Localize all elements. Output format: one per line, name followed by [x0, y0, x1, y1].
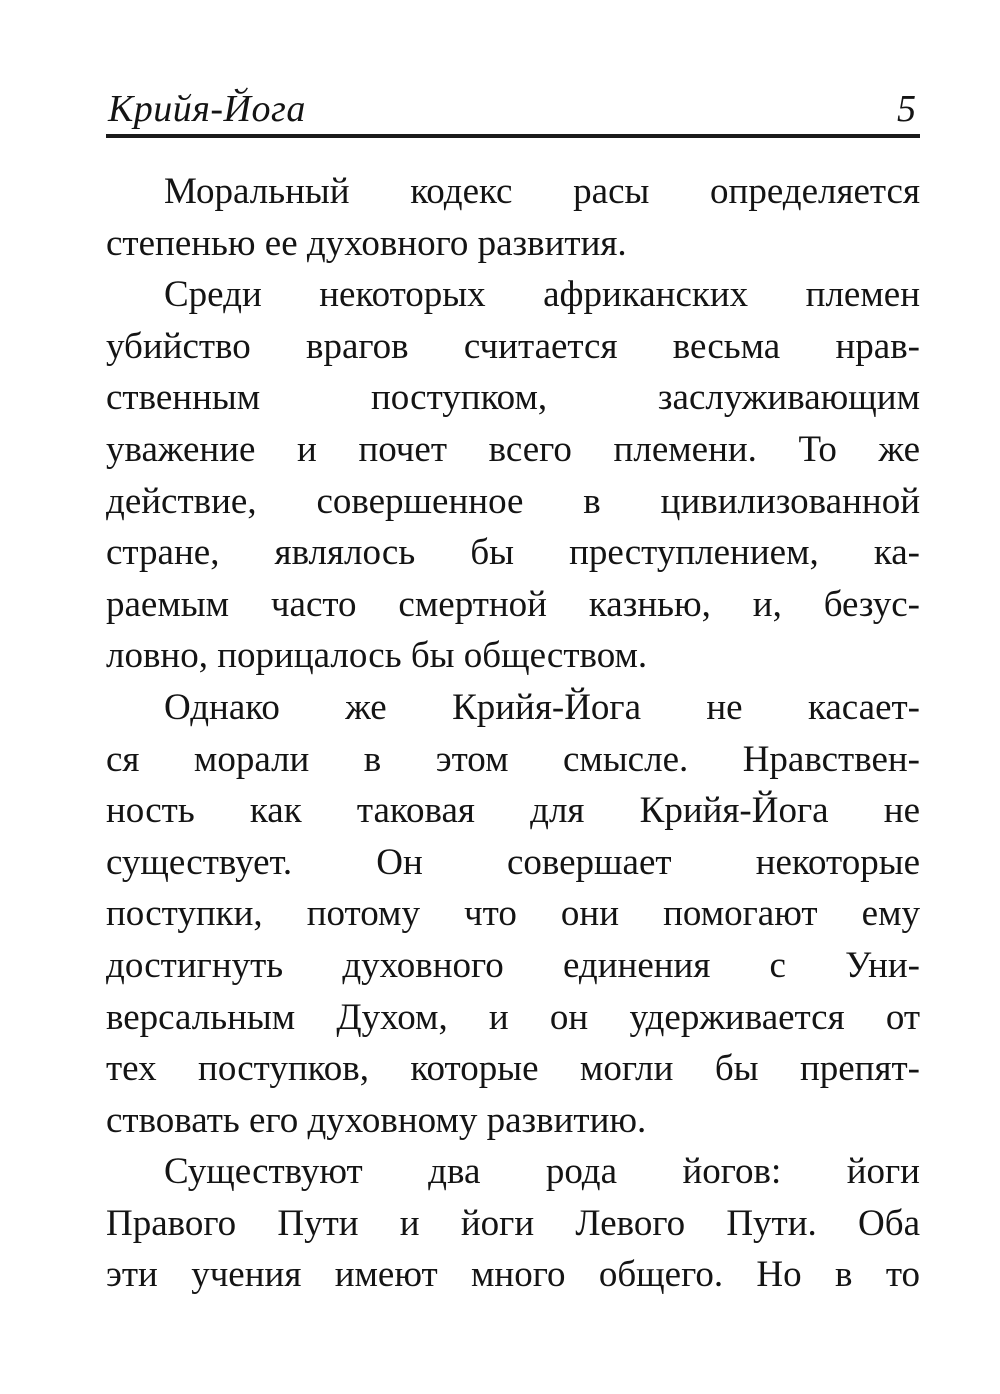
running-header — [106, 78, 920, 138]
text-line: ся морали в этом смысле. Нравствен- — [106, 738, 920, 780]
text-line: раемым часто смертной казнью, и, безус- — [106, 583, 920, 625]
text-line: уважение и почет всего племени. То же — [106, 428, 920, 470]
text-line: Среди некоторых африканских племен — [164, 274, 920, 316]
text-line: тех поступков, которые могли бы препят- — [106, 1048, 920, 1090]
text-line: действие, совершенное в цивилизованной — [106, 480, 920, 522]
running-title: Крийя-Йога — [108, 88, 306, 130]
text-line: ловно, порицалось бы обществом. — [106, 635, 648, 677]
text-line: поступки, потому что они помогают ему — [106, 893, 920, 935]
text-line: Моральный кодекс расы определяется — [164, 171, 920, 212]
text-line: Правого Пути и йоги Левого Пути. Оба — [106, 1202, 920, 1244]
text-line: ствовать его духовному развитию. — [106, 1099, 647, 1141]
text-line: версальным Духом, и он удерживается от — [106, 996, 920, 1038]
text-line: степенью ее духовного развития. — [106, 222, 627, 264]
body-text — [106, 166, 920, 1301]
text-line: стране, являлось бы преступлением, ка- — [106, 532, 920, 574]
text-line: Однако же Крийя-Йога не касает- — [164, 686, 920, 728]
text-line: эти учения имеют много общего. Но в то — [106, 1254, 920, 1296]
text-line: убийство врагов считается весьма нрав- — [106, 325, 920, 367]
text-line: достигнуть духовного единения с Уни- — [106, 944, 920, 986]
text-line: Существуют два рода йогов: йоги — [164, 1151, 920, 1193]
text-line: ность как таковая для Крийя-Йога не — [106, 790, 920, 832]
page-number: 5 — [897, 88, 916, 130]
text-line: ственным поступком, заслуживающим — [106, 377, 920, 419]
text-line: существует. Он совершает некоторые — [106, 841, 920, 883]
